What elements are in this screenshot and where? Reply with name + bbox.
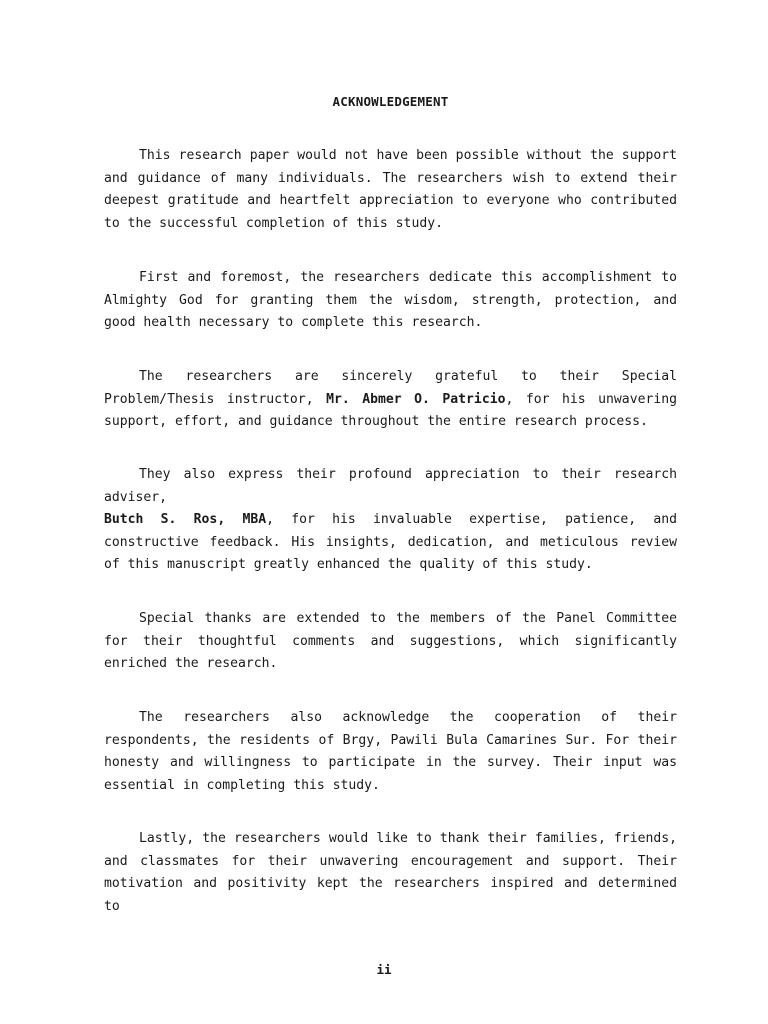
paragraph-adviser-text-before: They also express their profound appreciation to their research adviser, (104, 467, 677, 505)
paragraph-instructor-text-after: , for his unwavering support, effort, and guidance throughout the entire research process. (104, 391, 677, 430)
instructor-name: Mr. Abmer O. Patricio (326, 391, 506, 407)
page-title: ACKNOWLEDGEMENT (332, 94, 449, 109)
paragraph-panel (104, 608, 677, 676)
paragraph-families (104, 828, 677, 918)
paragraph-adviser (104, 464, 677, 577)
paragraph-intro-text: This research paper would not have been possible without the support and guidance of many individuals. The researchers wish to extend their deepest gratitude and heartfelt appreciation to everyone who contributed to the successful completion of this study. (104, 148, 677, 231)
paragraph-dedication (104, 267, 677, 335)
paragraph-panel-text: Special thanks are extended to the members of the Panel Committee for their thoughtful comments and suggestions, which significantly enriched the research. (104, 611, 677, 672)
adviser-name: Butch S. Ros, MBA (104, 512, 267, 528)
paragraph-instructor (104, 366, 677, 434)
paragraph-respondents (104, 707, 677, 797)
document-page (104, 0, 677, 1024)
paragraph-instructor-text-before: The researchers are sincerely grateful to their Special Problem/Thesis instructor, (104, 369, 677, 407)
paragraph-families-text: Lastly, the researchers would like to thank their families, friends, and classmates for their unwavering encouragement and support. Their motivation and positivity kept the researchers inspired and determined to (104, 831, 677, 914)
paragraph-adviser-text-after: , for his invaluable expertise, patience, and constructive feedback. His insights, dedication, and meticulous review of this manuscript greatly enhanced the quality of this study. (104, 512, 677, 573)
page-number: ii (376, 962, 392, 977)
paragraph-dedication-text: First and foremost, the researchers dedicate this accomplishment to Almighty God for granting them the wisdom, strength, protection, and good health necessary to complete this research. (104, 270, 677, 331)
paragraph-intro (104, 145, 677, 235)
paragraph-respondents-text: The researchers also acknowledge the cooperation of their respondents, the residents of Brgy, Pawili Bula Camarines Sur. For their honesty and willingness to participate in the survey. Their input was essential in completing this study. (104, 710, 677, 793)
